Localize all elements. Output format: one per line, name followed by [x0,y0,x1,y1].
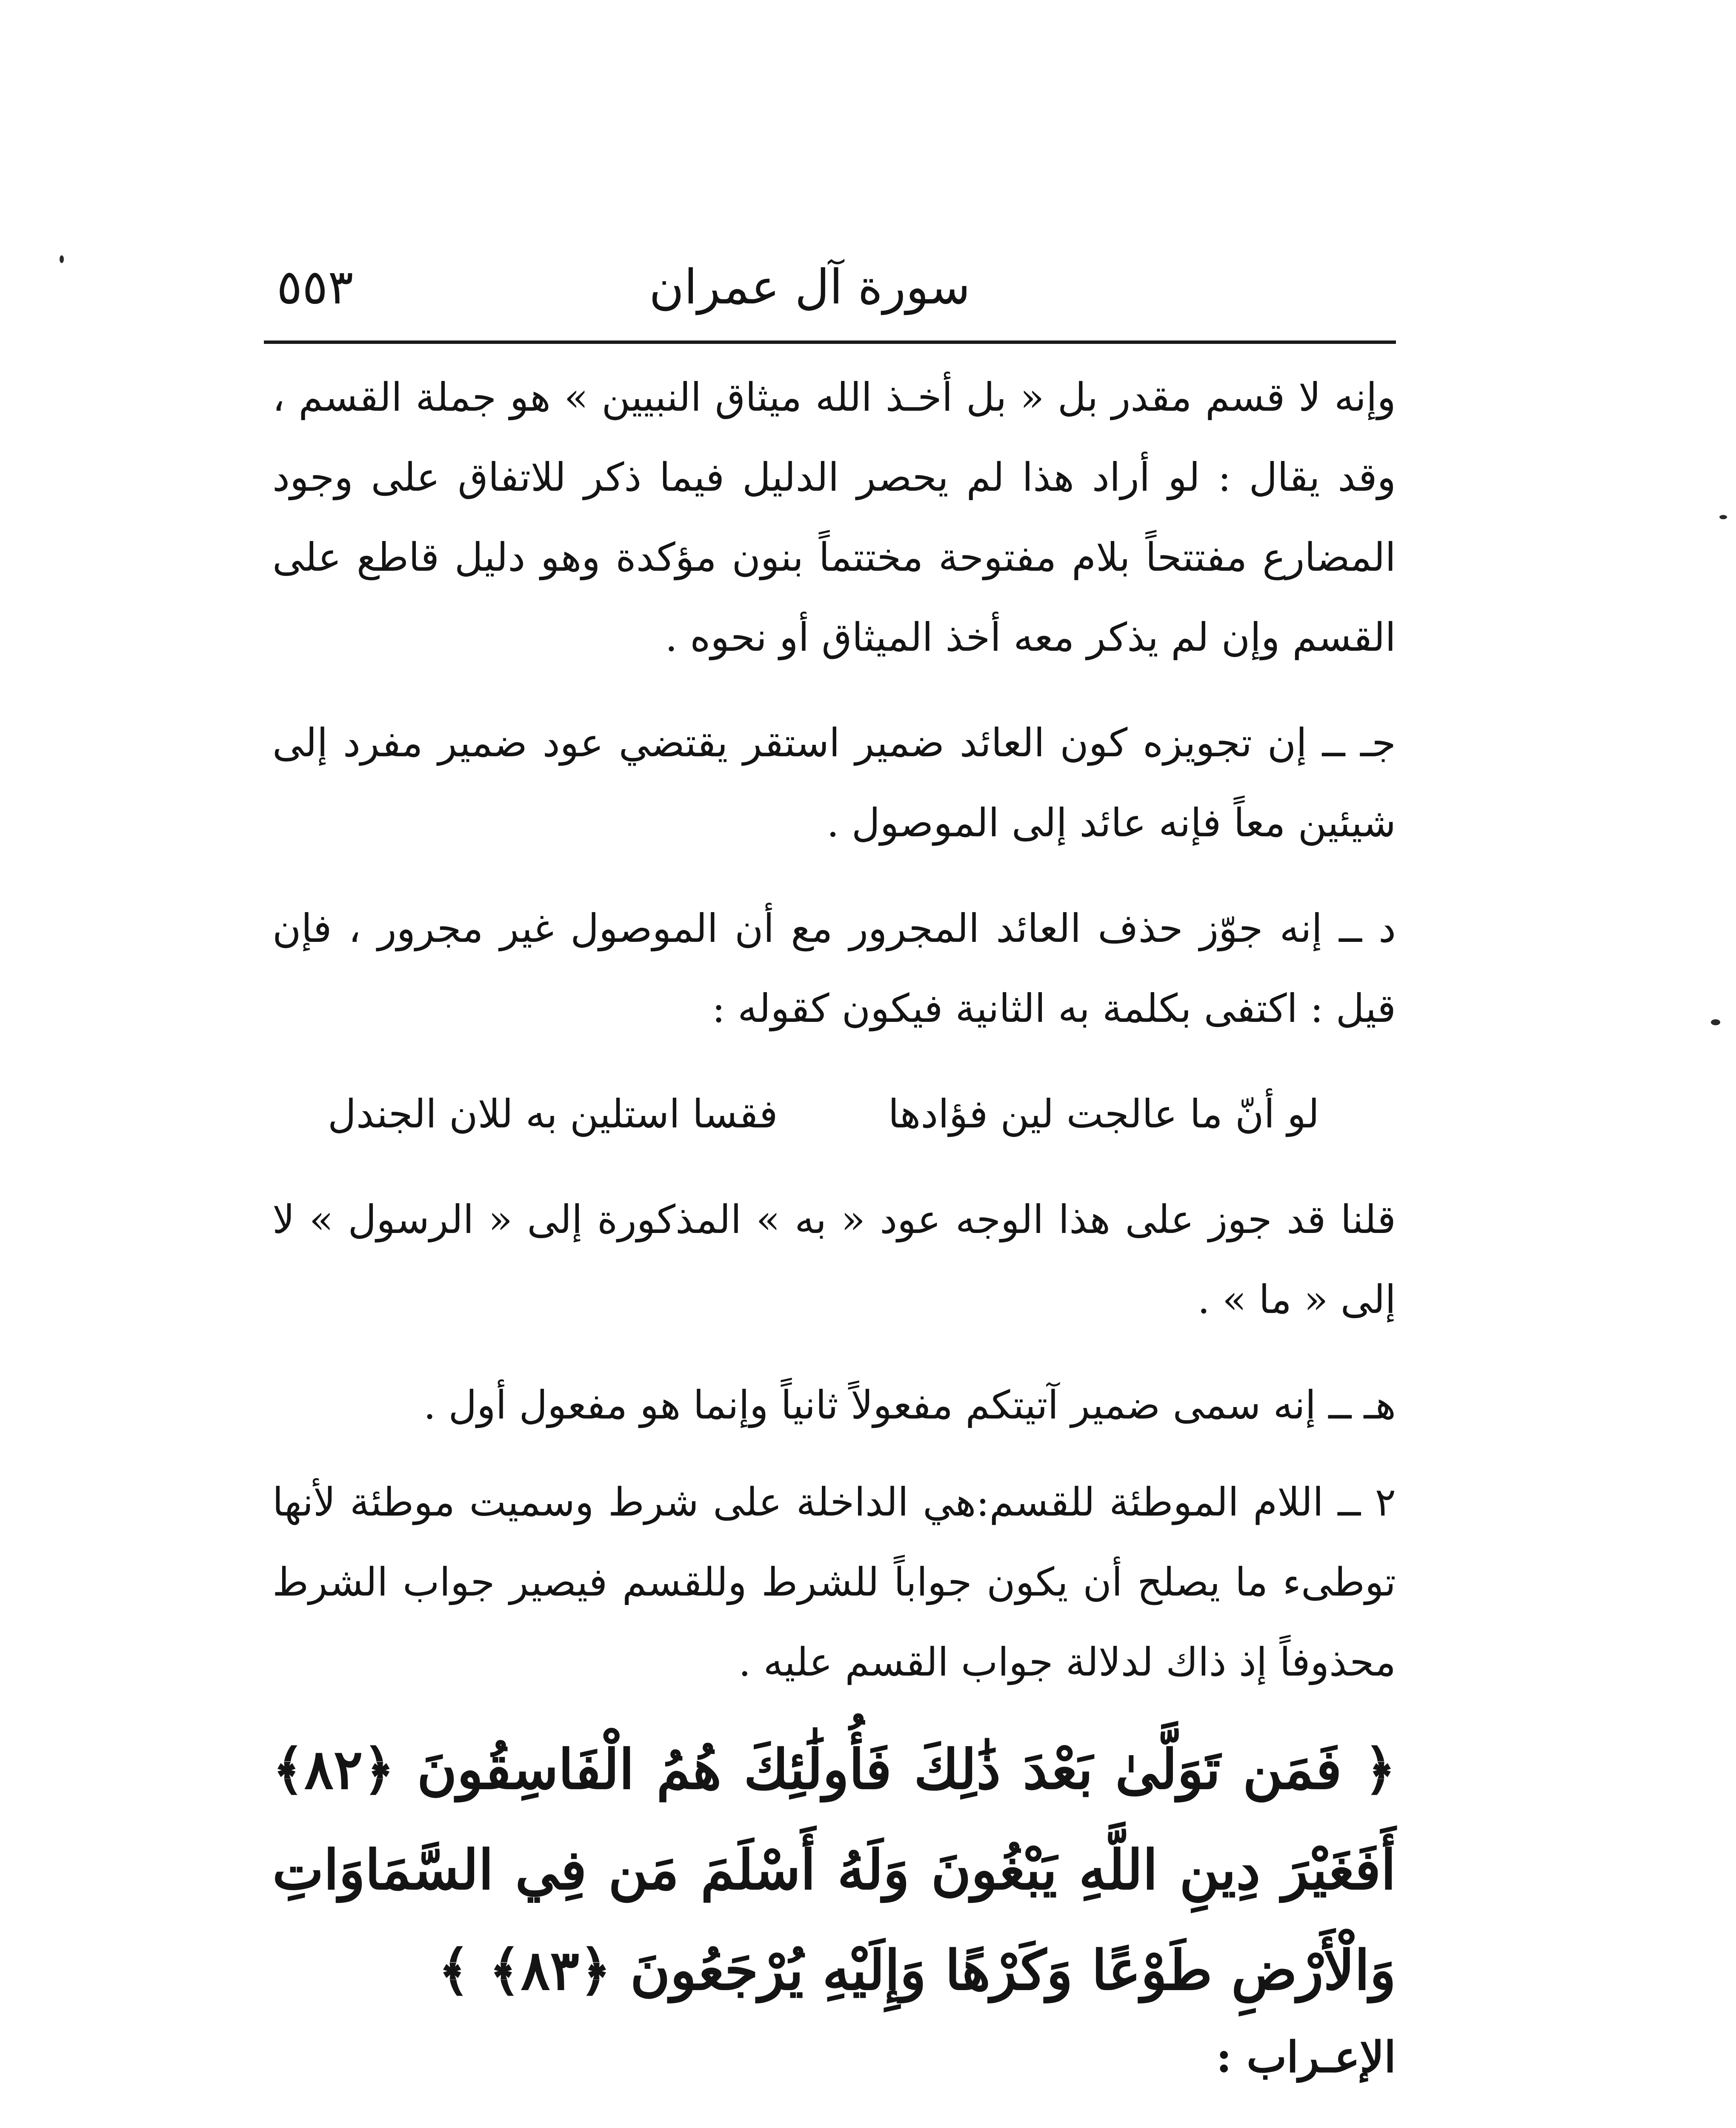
page-number: ٥٥٣ [277,260,354,315]
paragraph-1: وإنه لا قسم مقدر بل « بل أخـذ الله ميثاق النبيين » هو جملة القسم ، وقد يقال : لو أراد هذا لم يحصر الدليل فيما ذكر للاتفاق على وجود المضارع مفتتحاً بلام مفتوحة مختتماً بنون مؤكدة وهو دليل قاطع على القسم وإن لم يذكر معه أخذ الميثاق أو نحوه . [272,375,1396,660]
verse-first-hemistich: لو أنّ ما عالجت لين فؤادها [888,1091,1319,1137]
paragraph-5: هـ ــ إنه سمى ضمير آتيتكم مفعولاً ثانياً وإنما هو مفعول أول . [423,1382,1396,1428]
page-header [264,238,1396,332]
paragraph-4: قلنا قد جوز على هذا الوجه عود « به » المذكورة إلى « الرسول » لا إلى « ما » . [272,1197,1396,1322]
scan-speck [60,255,64,263]
verse-second-hemistich: فقسا استلين به للان الجندل [328,1091,778,1137]
paragraph-2: جـ ــ إن تجويزه كون العائد ضمير استقر يقتضي عود ضمير مفرد إلى شيئين معاً فإنه عائد إلى الموصول . [272,720,1396,846]
scan-speck [1711,1019,1720,1025]
quran-verses: ﴿ فَمَن تَوَلَّىٰ بَعْدَ ذَٰلِكَ فَأُولَٰئِكَ هُمُ الْفَاسِقُونَ ﴿٨٢﴾ أَفَغَيْرَ دِينِ اللَّهِ يَبْغُونَ وَلَهُ أَسْلَمَ مَن فِي السَّمَاوَاتِ وَالْأَرْضِ طَوْعًا وَكَرْهًا وَإِلَيْهِ يُرْجَعُونَ ﴿٨٣﴾ ﴾ [272,1738,1396,2002]
paragraph-3: د ــ إنه جوّز حذف العائد المجرور مع أن الموصول غير مجرور ، فإن قيل : اكتفى بكلمة به الثانية فيكون كقوله : [272,906,1396,1031]
header-rule [264,340,1396,344]
poetry-verse [272,1074,1396,1154]
final-paragraph [272,2119,1396,2128]
section-heading: الإعـراب : [1216,2032,1396,2082]
scan-speck [1719,515,1727,519]
surah-title: سورة آل عمران [649,260,970,315]
body-text [272,358,1396,2128]
paragraph-6: ٢ ــ اللام الموطئة للقسم:هي الداخلة على شرط وسميت موطئة لأنها توطىء ما يصلح أن يكون جواباً للشرط وللقسم فيصير جواب الشرط محذوفاً إذ ذاك لدلالة جواب القسم عليه . [272,1479,1396,1685]
